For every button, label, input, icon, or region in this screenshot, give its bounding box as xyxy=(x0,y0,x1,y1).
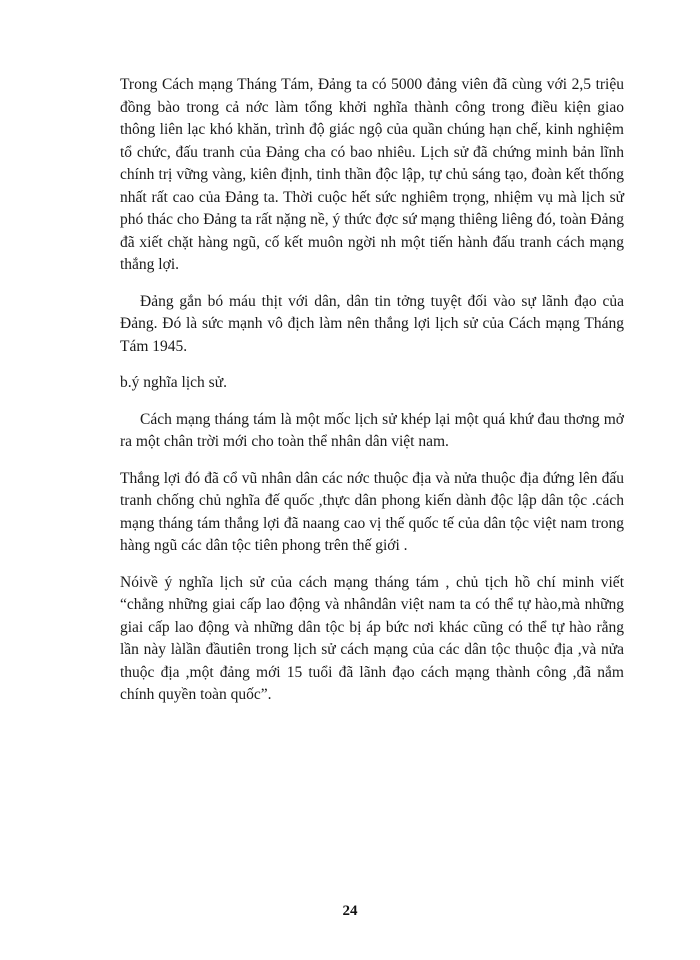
page-body xyxy=(120,74,624,721)
paragraph-victory-inspiration: Thắng lợi đó đã cổ vũ nhân dân các nớc thuộc địa và nửa thuộc địa đứng lên đấu tranh chống chủ nghĩa đế quốc ,thực dân phong kiến dành độc lập dân tộc .cách mạng tháng tám thắng lợi đã naang cao vị thế quốc tế của dân tộc việt nam trong hàng ngũ các dân tộc tiên phong trên thế giới . xyxy=(120,469,624,554)
paragraph-party-and-people: Đảng gắn bó máu thịt với dân, dân tin tởng tuyệt đối vào sự lãnh đạo của Đảng. Đó là sức mạnh vô địch làm nên thắng lợi lịch sử của Cách mạng Tháng Tám 1945. xyxy=(120,292,624,355)
page-number: 24 xyxy=(342,903,358,919)
paragraph-milestone: Cách mạng tháng tám là một mốc lịch sử khép lại một quá khứ đau thơng mở ra một chân trời mới cho toàn thể nhân dân việt nam. xyxy=(120,410,624,450)
paragraph-party-members: Trong Cách mạng Tháng Tám, Đảng ta có 5000 đảng viên đã cùng với 2,5 triệu đồng bào trong cả nớc làm tổng khởi nghĩa thành công trong điều kiện giao thông liên lạc khó khăn, trình độ giác ngộ của quần chúng hạn chế, kinh nghiệm tổ chức, đấu tranh của Đảng cha có bao nhiêu. Lịch sử đã chứng minh bản lĩnh chính trị vững vàng, kiên định, tinh thần độc lập, tự chủ sáng tạo, đoàn kết thống nhất rất cao của Đảng ta. Thời cuộc hết sức nghiêm trọng, nhiệm vụ mà lịch sử phó thác cho Đảng ta rất nặng nề, ý thức đợc sứ mạng thiêng liêng đó, toàn Đảng đã xiết chặt hàng ngũ, cố kết muôn ngời nh một tiến hành đấu tranh cách mạng thắng lợi. xyxy=(120,76,624,273)
section-heading-historical-significance: b.ý nghĩa lịch sử. xyxy=(120,374,227,391)
paragraph-ho-chi-minh-quote: Nóivề ý nghĩa lịch sử của cách mạng tháng tám , chủ tịch hồ chí minh viết “chẳng những giai cấp lao động và nhândân việt nam ta có thể tự hào,mà những giai cấp lao động và những dân tộc bị áp bức nơi khác cũng có thể tự hào rằng lần này làlần đầutiên trong lịch sử cách mạng của các dân tộc thuộc địa ,và nửa thuộc địa ,một đảng mới 15 tuổi đã lãnh đạo cách mạng thành công ,đã nắm chính quyền toàn quốc”. xyxy=(120,573,624,703)
